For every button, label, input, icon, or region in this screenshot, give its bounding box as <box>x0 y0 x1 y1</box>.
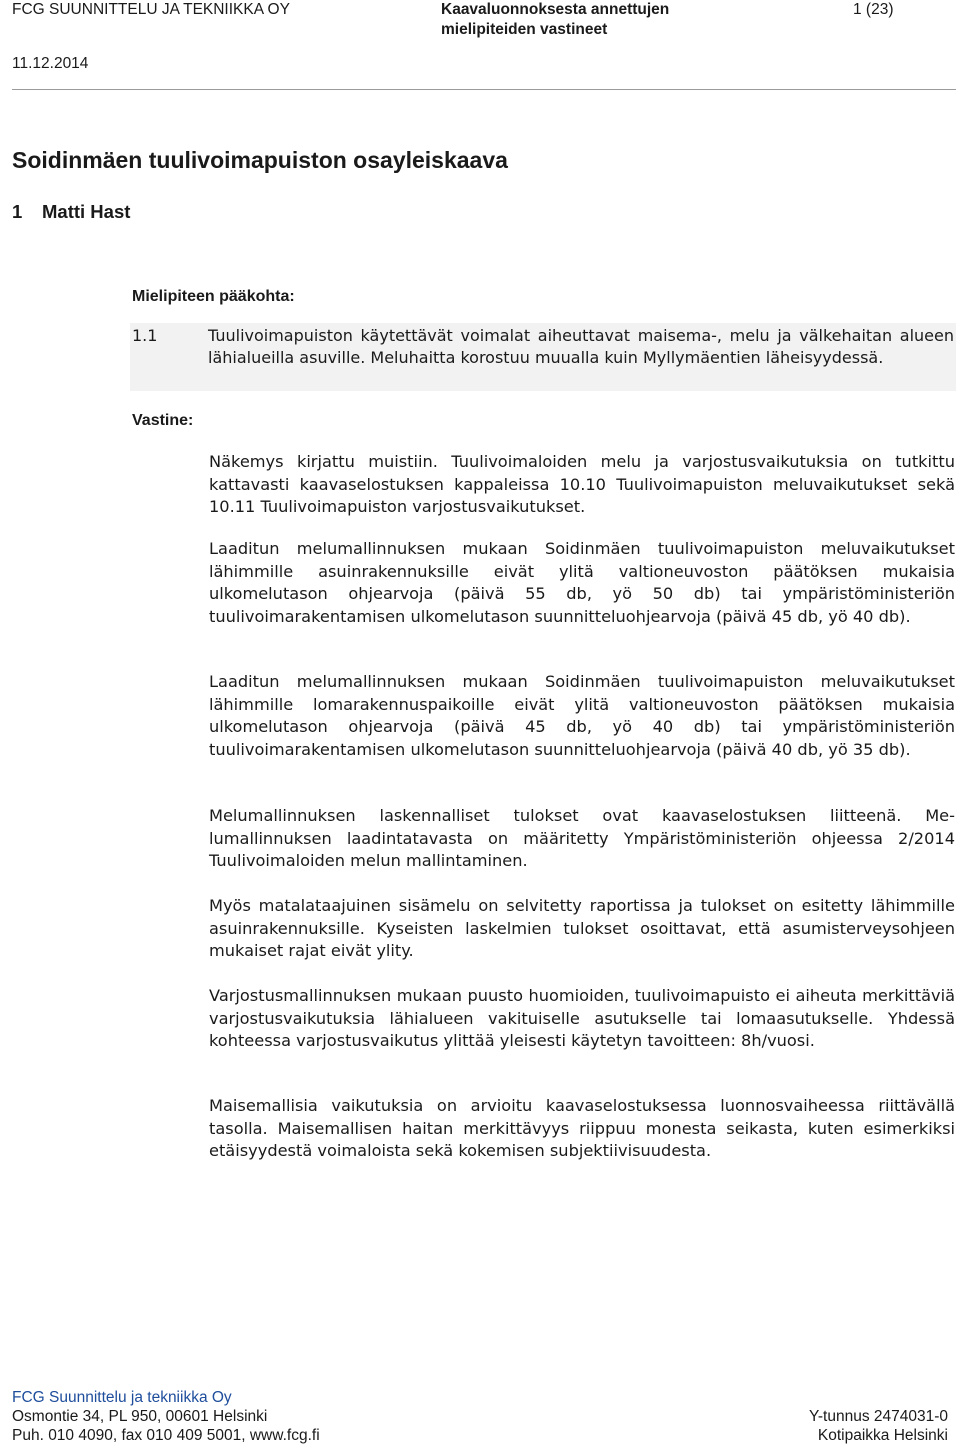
section-heading <box>12 200 130 224</box>
opinion-number: 1.1 <box>132 326 158 345</box>
header-company: FCG SUUNNITTELU JA TEKNIIKKA OY <box>12 1 290 18</box>
response-paragraph: Laaditun melumallinnuksen mukaan Soidinmäen tuulivoimapuiston meluvaikutukset lähimmille asuinrakennuksille eivät ylitä valtioneuvoston päätöksen mukaisia ulkomelutason ohjearvoja (päivä 55 db, yö 50 db) tai ympäristöministeriön tuulivoimarakentamisen ulkomelutason suunnitteluohjearvoja (päivä 45 db, yö 40 db). <box>209 539 955 626</box>
footer-address: Osmontie 34, PL 950, 00601 Helsinki <box>12 1408 268 1425</box>
document-title: Soidinmäen tuulivoimapuiston osayleiskaava <box>12 147 508 173</box>
header-page-number: 1 (23) <box>853 1 894 18</box>
response-paragraph: Varjostusmallinnuksen mukaan puusto huomioiden, tuulivoimapuisto ei aiheuta merkittäviä varjostusvaikutuksia lähialueen vakituiselle asutukselle tai lomaasutukselle. Yhdessä kohteessa varjostusvaikutus ylittää yleisesti käytetyn tavoitteen: 8h/vuosi. <box>209 986 955 1050</box>
opinion-text: Tuulivoimapuiston käytettävät voimalat aiheuttavat maisema-, melu ja välkehaitan alueen lähialueilla asuville. Meluhaitta korostuu muualla kuin Myllymäentien läheisyydessä. <box>208 326 954 367</box>
footer-domicile: Kotipaikka Helsinki <box>817 1427 948 1444</box>
header-date: 11.12.2014 <box>12 55 89 72</box>
header-doc-type: Kaavaluonnoksesta annettujen mielipiteiden vastineet <box>441 1 670 38</box>
response-label: Vastine: <box>132 412 194 429</box>
response-paragraph: Maisemallisia vaikutuksia on arvioitu kaavaselostuksessa luonnosvaiheessa riittävällä tasolla. Maisemallisen haitan merkittävyys riippuu monesta seikasta, kuten esimerkiksi etäisyydestä voimaloista sekä kokemisen subjektiivisuudesta. <box>209 1096 955 1160</box>
response-paragraph: Laaditun melumallinnuksen mukaan Soidinmäen tuulivoimapuiston meluvaikutukset lähimmille lomarakennuspaikoille eivät ylitä valtioneuvoston päätöksen mukaisia ulkomelutason ohjearvoja (päivä 45 db, yö 40 db) tai ympäristöministeriön tuulivoimarakentamisen ulkomelutason suunnitteluohjearvoja (päivä 40 db, yö 35 db). <box>209 672 955 759</box>
footer-phone: Puh. 010 4090, fax 010 409 5001, www.fcg.fi <box>12 1427 320 1444</box>
opinion-label: Mielipiteen pääkohta: <box>132 288 295 305</box>
footer-business-id: Y-tunnus 2474031-0 <box>808 1408 948 1425</box>
response-paragraph: Melumallinnuksen laskennalliset tulokset ovat kaavaselostuksen liitteenä. Melumallinnuksen laadintatavasta on määritetty Ympäristöministeriön ohjeessa 2/2014 Tuulivoimaloiden melun mallintaminen. <box>209 806 955 870</box>
header-divider <box>12 89 956 90</box>
response-paragraph: Myös matalataajuinen sisämelu on selvitetty raportissa ja tulokset on esitetty lähimmille asuinrakennuksille. Kyseisten laskelmien tulokset osoittavat, että asumisterveysohjeen mukaiset rajat eivät ylity. <box>209 896 955 960</box>
section-number: 1 <box>12 201 23 222</box>
footer-company: FCG Suunnittelu ja tekniikka Oy <box>12 1389 232 1406</box>
response-paragraph: Näkemys kirjattu muistiin. Tuulivoimaloiden melu ja varjostusvaikutuksia on tutkittu kattavasti kaavaselostuksen kappaleissa 10.10 Tuulivoimapuiston meluvaikutukset sekä 10.11 Tuulivoimapuiston varjostusvaikutukset. <box>209 452 955 516</box>
section-name: Matti Hast <box>42 201 131 222</box>
opinion-item <box>130 323 956 391</box>
